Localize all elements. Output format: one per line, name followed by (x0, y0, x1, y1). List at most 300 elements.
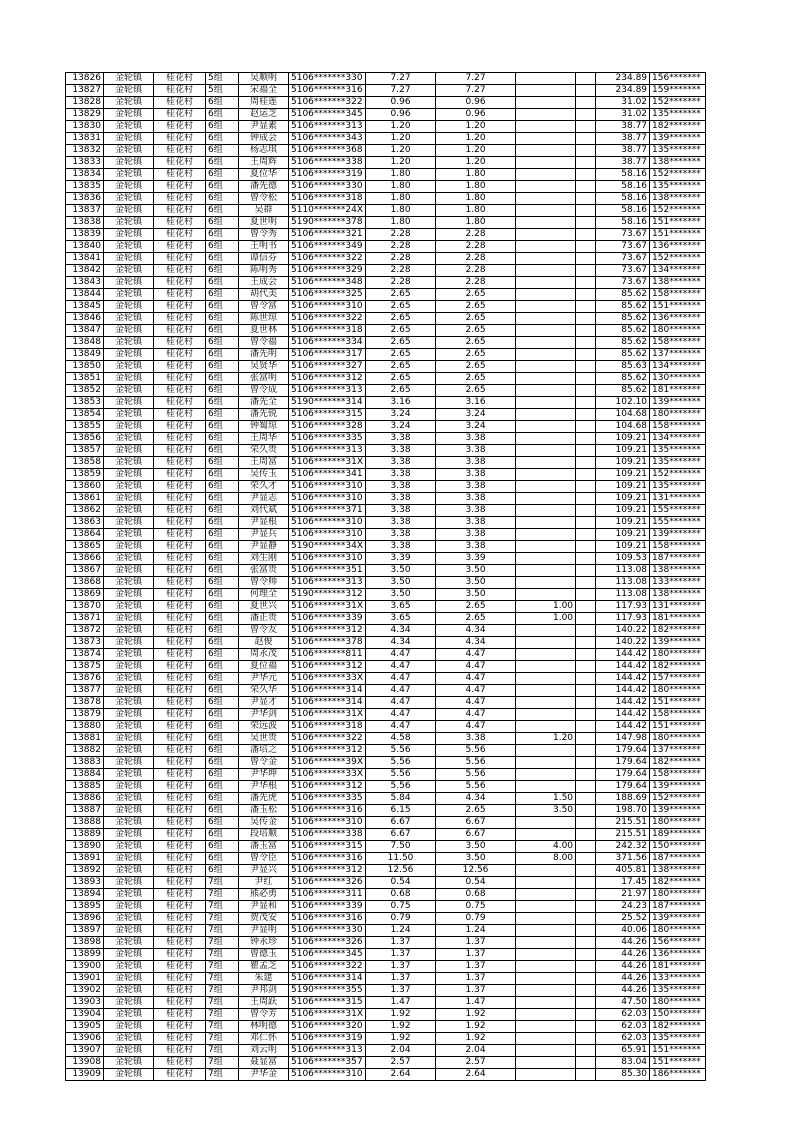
cell-phone: 182******* (650, 661, 706, 673)
cell-row-number: 13840 (66, 241, 104, 253)
cell-row-number: 13831 (66, 133, 104, 145)
cell-area-total: 3.38 (366, 481, 436, 493)
cell-area-total: 1.37 (366, 985, 436, 997)
cell-id-number: 5106*******343 (289, 133, 366, 145)
cell-area-b (516, 685, 576, 697)
table-row (66, 289, 706, 301)
cell-id-number: 5110*******24X (289, 205, 366, 217)
cell-area-b (516, 817, 576, 829)
cell-group: 7组 (206, 901, 239, 913)
cell-id-number: 5106*******335 (289, 433, 366, 445)
cell-village: 桂花村 (154, 685, 206, 697)
table-row (66, 1033, 706, 1045)
cell-phone: 138******* (650, 865, 706, 877)
cell-id-number: 5106*******318 (289, 193, 366, 205)
cell-village: 桂花村 (154, 637, 206, 649)
cell-group: 6组 (206, 145, 239, 157)
cell-row-number: 13833 (66, 157, 104, 169)
cell-area-total: 3.16 (366, 397, 436, 409)
cell-area-total: 1.37 (366, 949, 436, 961)
cell-amount: 140.22 (596, 637, 650, 649)
cell-amount: 38.77 (596, 145, 650, 157)
cell-area-b (516, 397, 576, 409)
cell-phone: 180******* (650, 685, 706, 697)
cell-village: 桂花村 (154, 817, 206, 829)
cell-id-number: 5190*******312 (289, 589, 366, 601)
cell-name: 赵运芝 (239, 109, 289, 121)
cell-area-total: 2.57 (366, 1057, 436, 1069)
cell-blank (576, 1069, 596, 1081)
cell-area-a: 7.27 (436, 85, 516, 97)
cell-row-number: 13858 (66, 457, 104, 469)
cell-row-number: 13881 (66, 733, 104, 745)
cell-area-total: 5.84 (366, 793, 436, 805)
table-row (66, 949, 706, 961)
cell-row-number: 13898 (66, 937, 104, 949)
cell-phone: 180******* (650, 325, 706, 337)
cell-area-b (516, 217, 576, 229)
cell-area-total: 1.80 (366, 169, 436, 181)
cell-phone: 186******* (650, 1069, 706, 1081)
cell-area-a: 12.56 (436, 865, 516, 877)
cell-area-a: 4.34 (436, 793, 516, 805)
cell-group: 6组 (206, 493, 239, 505)
cell-village: 桂花村 (154, 937, 206, 949)
cell-area-total: 5.56 (366, 745, 436, 757)
cell-town: 金轮镇 (104, 649, 154, 661)
cell-area-a: 2.65 (436, 385, 516, 397)
cell-row-number: 13827 (66, 85, 104, 97)
cell-area-a: 2.28 (436, 277, 516, 289)
cell-id-number: 5190*******314 (289, 397, 366, 409)
cell-area-a: 2.57 (436, 1057, 516, 1069)
cell-blank (576, 1021, 596, 1033)
cell-village: 桂花村 (154, 985, 206, 997)
cell-area-total: 2.65 (366, 349, 436, 361)
cell-phone: 134******* (650, 361, 706, 373)
cell-amount: 109.21 (596, 517, 650, 529)
cell-area-total: 1.24 (366, 925, 436, 937)
cell-id-number: 5106*******312 (289, 373, 366, 385)
cell-village: 桂花村 (154, 481, 206, 493)
cell-village: 桂花村 (154, 877, 206, 889)
cell-amount: 144.42 (596, 649, 650, 661)
cell-town: 金轮镇 (104, 157, 154, 169)
cell-phone: 181******* (650, 385, 706, 397)
table-row (66, 145, 706, 157)
cell-amount: 31.02 (596, 97, 650, 109)
cell-phone: 131******* (650, 601, 706, 613)
cell-row-number: 13889 (66, 829, 104, 841)
cell-village: 桂花村 (154, 193, 206, 205)
cell-area-total: 1.20 (366, 133, 436, 145)
cell-row-number: 13868 (66, 577, 104, 589)
cell-name: 钟永珍 (239, 937, 289, 949)
cell-name: 何理全 (239, 589, 289, 601)
cell-area-b (516, 901, 576, 913)
cell-group: 6组 (206, 529, 239, 541)
cell-area-a: 0.68 (436, 889, 516, 901)
cell-area-a: 5.56 (436, 745, 516, 757)
cell-phone: 182******* (650, 121, 706, 133)
cell-group: 7组 (206, 877, 239, 889)
table-row (66, 841, 706, 853)
cell-id-number: 5106*******315 (289, 997, 366, 1009)
cell-town: 金轮镇 (104, 745, 154, 757)
cell-blank (576, 853, 596, 865)
cell-area-b (516, 385, 576, 397)
cell-blank (576, 505, 596, 517)
cell-phone: 152******* (650, 253, 706, 265)
cell-area-b (516, 1009, 576, 1021)
cell-area-b (516, 493, 576, 505)
cell-row-number: 13852 (66, 385, 104, 397)
cell-amount: 144.42 (596, 721, 650, 733)
cell-id-number: 5106*******312 (289, 661, 366, 673)
cell-id-number: 5106*******31X (289, 1009, 366, 1021)
cell-phone: 158******* (650, 769, 706, 781)
cell-village: 桂花村 (154, 1033, 206, 1045)
cell-village: 桂花村 (154, 613, 206, 625)
cell-area-b (516, 649, 576, 661)
cell-area-total: 2.04 (366, 1045, 436, 1057)
cell-area-a: 3.38 (436, 505, 516, 517)
cell-row-number: 13829 (66, 109, 104, 121)
cell-village: 桂花村 (154, 265, 206, 277)
cell-area-b (516, 565, 576, 577)
cell-phone: 187******* (650, 553, 706, 565)
cell-town: 金轮镇 (104, 853, 154, 865)
table-row (66, 829, 706, 841)
cell-area-a: 2.65 (436, 373, 516, 385)
cell-village: 桂花村 (154, 913, 206, 925)
cell-id-number: 5106*******378 (289, 637, 366, 649)
cell-area-a: 5.56 (436, 769, 516, 781)
table-row (66, 409, 706, 421)
cell-village: 桂花村 (154, 181, 206, 193)
cell-town: 金轮镇 (104, 301, 154, 313)
cell-area-total: 1.92 (366, 1033, 436, 1045)
cell-id-number: 5106*******315 (289, 409, 366, 421)
cell-row-number: 13906 (66, 1033, 104, 1045)
cell-area-a: 3.50 (436, 565, 516, 577)
cell-amount: 144.42 (596, 697, 650, 709)
cell-name: 王周辉 (239, 157, 289, 169)
cell-group: 7组 (206, 1045, 239, 1057)
cell-village: 桂花村 (154, 805, 206, 817)
cell-name: 夏位福 (239, 661, 289, 673)
cell-area-b (516, 925, 576, 937)
cell-blank (576, 697, 596, 709)
cell-town: 金轮镇 (104, 409, 154, 421)
table-body (66, 73, 706, 1081)
cell-id-number: 5106*******33X (289, 673, 366, 685)
cell-id-number: 5106*******811 (289, 649, 366, 661)
cell-town: 金轮镇 (104, 481, 154, 493)
cell-area-a: 4.47 (436, 685, 516, 697)
cell-area-b (516, 757, 576, 769)
cell-phone: 151******* (650, 301, 706, 313)
cell-phone: 134******* (650, 433, 706, 445)
cell-blank (576, 313, 596, 325)
cell-row-number: 13907 (66, 1045, 104, 1057)
cell-group: 6组 (206, 373, 239, 385)
cell-group: 7组 (206, 1033, 239, 1045)
cell-area-total: 2.65 (366, 325, 436, 337)
cell-name: 熊必勇 (239, 889, 289, 901)
cell-area-total: 1.47 (366, 997, 436, 1009)
table-row (66, 1009, 706, 1021)
cell-village: 桂花村 (154, 721, 206, 733)
cell-group: 6组 (206, 181, 239, 193)
cell-area-b (516, 541, 576, 553)
cell-amount: 24.23 (596, 901, 650, 913)
cell-town: 金轮镇 (104, 337, 154, 349)
cell-phone: 180******* (650, 925, 706, 937)
table-row (66, 169, 706, 181)
cell-group: 7组 (206, 1069, 239, 1081)
cell-row-number: 13895 (66, 901, 104, 913)
cell-id-number: 5106*******312 (289, 781, 366, 793)
cell-area-b (516, 313, 576, 325)
cell-group: 7组 (206, 949, 239, 961)
cell-area-b (516, 133, 576, 145)
cell-phone: 180******* (650, 997, 706, 1009)
cell-amount: 144.42 (596, 661, 650, 673)
cell-group: 6组 (206, 685, 239, 697)
cell-area-total: 1.80 (366, 205, 436, 217)
cell-row-number: 13892 (66, 865, 104, 877)
cell-name: 夏世林 (239, 325, 289, 337)
table-row (66, 805, 706, 817)
cell-town: 金轮镇 (104, 805, 154, 817)
cell-blank (576, 613, 596, 625)
cell-village: 桂花村 (154, 349, 206, 361)
cell-name: 曾令友 (239, 625, 289, 637)
cell-amount: 109.21 (596, 457, 650, 469)
cell-amount: 73.67 (596, 265, 650, 277)
cell-row-number: 13875 (66, 661, 104, 673)
cell-area-a: 1.24 (436, 925, 516, 937)
cell-group: 7组 (206, 961, 239, 973)
cell-phone: 150******* (650, 1009, 706, 1021)
cell-id-number: 5106*******31X (289, 601, 366, 613)
cell-area-a: 4.47 (436, 673, 516, 685)
cell-phone: 180******* (650, 733, 706, 745)
cell-phone: 180******* (650, 889, 706, 901)
cell-blank (576, 529, 596, 541)
cell-village: 桂花村 (154, 709, 206, 721)
cell-id-number: 5106*******322 (289, 253, 366, 265)
cell-group: 7组 (206, 1021, 239, 1033)
cell-area-a: 1.37 (436, 973, 516, 985)
cell-id-number: 5106*******322 (289, 961, 366, 973)
cell-amount: 109.21 (596, 481, 650, 493)
cell-area-total: 2.28 (366, 253, 436, 265)
cell-town: 金轮镇 (104, 193, 154, 205)
cell-id-number: 5106*******345 (289, 949, 366, 961)
cell-amount: 25.52 (596, 913, 650, 925)
cell-blank (576, 361, 596, 373)
cell-amount: 109.21 (596, 541, 650, 553)
cell-blank (576, 409, 596, 421)
cell-amount: 117.93 (596, 613, 650, 625)
cell-phone: 158******* (650, 421, 706, 433)
cell-village: 桂花村 (154, 889, 206, 901)
cell-amount: 44.26 (596, 949, 650, 961)
cell-area-total: 4.47 (366, 709, 436, 721)
cell-area-b (516, 889, 576, 901)
cell-area-b (516, 73, 576, 85)
cell-amount: 405.81 (596, 865, 650, 877)
cell-blank (576, 865, 596, 877)
cell-group: 6组 (206, 193, 239, 205)
cell-id-number: 5106*******334 (289, 337, 366, 349)
cell-amount: 109.21 (596, 469, 650, 481)
table-row (66, 73, 706, 85)
cell-blank (576, 973, 596, 985)
cell-phone: 139******* (650, 397, 706, 409)
cell-group: 6组 (206, 385, 239, 397)
cell-village: 桂花村 (154, 769, 206, 781)
cell-area-a: 1.80 (436, 205, 516, 217)
cell-name: 王明书 (239, 241, 289, 253)
cell-row-number: 13848 (66, 337, 104, 349)
cell-phone: 159******* (650, 85, 706, 97)
cell-area-total: 2.28 (366, 277, 436, 289)
cell-town: 金轮镇 (104, 577, 154, 589)
cell-name: 吴传玉 (239, 469, 289, 481)
cell-phone: 152******* (650, 469, 706, 481)
cell-phone: 158******* (650, 289, 706, 301)
cell-name: 王周华 (239, 433, 289, 445)
cell-area-b (516, 361, 576, 373)
cell-town: 金轮镇 (104, 793, 154, 805)
cell-row-number: 13832 (66, 145, 104, 157)
cell-phone: 180******* (650, 649, 706, 661)
table-row (66, 241, 706, 253)
table-row (66, 361, 706, 373)
cell-area-b (516, 985, 576, 997)
cell-blank (576, 265, 596, 277)
cell-blank (576, 805, 596, 817)
cell-amount: 242.32 (596, 841, 650, 853)
cell-group: 6组 (206, 673, 239, 685)
cell-group: 6组 (206, 421, 239, 433)
table-row (66, 913, 706, 925)
cell-id-number: 5106*******357 (289, 1057, 366, 1069)
cell-row-number: 13885 (66, 781, 104, 793)
cell-group: 6组 (206, 781, 239, 793)
cell-amount: 179.64 (596, 745, 650, 757)
cell-town: 金轮镇 (104, 709, 154, 721)
cell-row-number: 13856 (66, 433, 104, 445)
cell-name: 钟成会 (239, 133, 289, 145)
cell-id-number: 5106*******310 (289, 517, 366, 529)
cell-phone: 182******* (650, 1021, 706, 1033)
cell-area-a: 4.47 (436, 661, 516, 673)
cell-town: 金轮镇 (104, 1021, 154, 1033)
cell-name: 段培顺 (239, 829, 289, 841)
table-row (66, 589, 706, 601)
table-row (66, 541, 706, 553)
cell-area-b (516, 457, 576, 469)
table-row (66, 565, 706, 577)
table-row (66, 109, 706, 121)
cell-phone: 134******* (650, 265, 706, 277)
cell-name: 潘玉松 (239, 805, 289, 817)
cell-area-b (516, 961, 576, 973)
cell-area-total: 4.34 (366, 625, 436, 637)
cell-town: 金轮镇 (104, 1009, 154, 1021)
cell-amount: 58.16 (596, 205, 650, 217)
table-row (66, 877, 706, 889)
cell-area-a: 1.80 (436, 169, 516, 181)
cell-town: 金轮镇 (104, 469, 154, 481)
cell-area-a: 7.27 (436, 73, 516, 85)
cell-village: 桂花村 (154, 565, 206, 577)
cell-area-a: 3.38 (436, 733, 516, 745)
cell-phone: 150******* (650, 841, 706, 853)
cell-group: 6组 (206, 121, 239, 133)
cell-area-total: 1.92 (366, 1009, 436, 1021)
cell-area-total: 3.38 (366, 445, 436, 457)
cell-group: 6组 (206, 841, 239, 853)
cell-area-a: 1.20 (436, 133, 516, 145)
cell-area-a: 0.96 (436, 97, 516, 109)
cell-row-number: 13862 (66, 505, 104, 517)
cell-phone: 138******* (650, 193, 706, 205)
cell-phone: 135******* (650, 145, 706, 157)
cell-area-a: 3.38 (436, 469, 516, 481)
cell-blank (576, 517, 596, 529)
cell-name: 潘培之 (239, 745, 289, 757)
cell-amount: 21.97 (596, 889, 650, 901)
cell-name: 尹华坤 (239, 769, 289, 781)
cell-town: 金轮镇 (104, 829, 154, 841)
cell-area-a: 3.50 (436, 589, 516, 601)
cell-amount: 38.77 (596, 133, 650, 145)
cell-town: 金轮镇 (104, 289, 154, 301)
cell-area-a: 3.24 (436, 409, 516, 421)
cell-id-number: 5106*******348 (289, 277, 366, 289)
cell-amount: 85.62 (596, 349, 650, 361)
cell-area-a: 2.28 (436, 265, 516, 277)
cell-amount: 85.62 (596, 289, 650, 301)
cell-town: 金轮镇 (104, 961, 154, 973)
cell-area-b (516, 253, 576, 265)
cell-id-number: 5106*******313 (289, 385, 366, 397)
cell-group: 6组 (206, 253, 239, 265)
cell-name: 曾令富 (239, 301, 289, 313)
cell-area-b (516, 421, 576, 433)
cell-area-total: 1.92 (366, 1021, 436, 1033)
cell-id-number: 5106*******316 (289, 85, 366, 97)
cell-area-total: 7.27 (366, 73, 436, 85)
cell-area-total: 5.56 (366, 757, 436, 769)
cell-row-number: 13850 (66, 361, 104, 373)
cell-id-number: 5106*******312 (289, 625, 366, 637)
cell-area-b (516, 289, 576, 301)
cell-area-b (516, 241, 576, 253)
cell-name: 夏位华 (239, 169, 289, 181)
cell-phone: 151******* (650, 721, 706, 733)
cell-area-b (516, 997, 576, 1009)
cell-town: 金轮镇 (104, 589, 154, 601)
cell-blank (576, 913, 596, 925)
cell-amount: 85.62 (596, 385, 650, 397)
cell-row-number: 13837 (66, 205, 104, 217)
